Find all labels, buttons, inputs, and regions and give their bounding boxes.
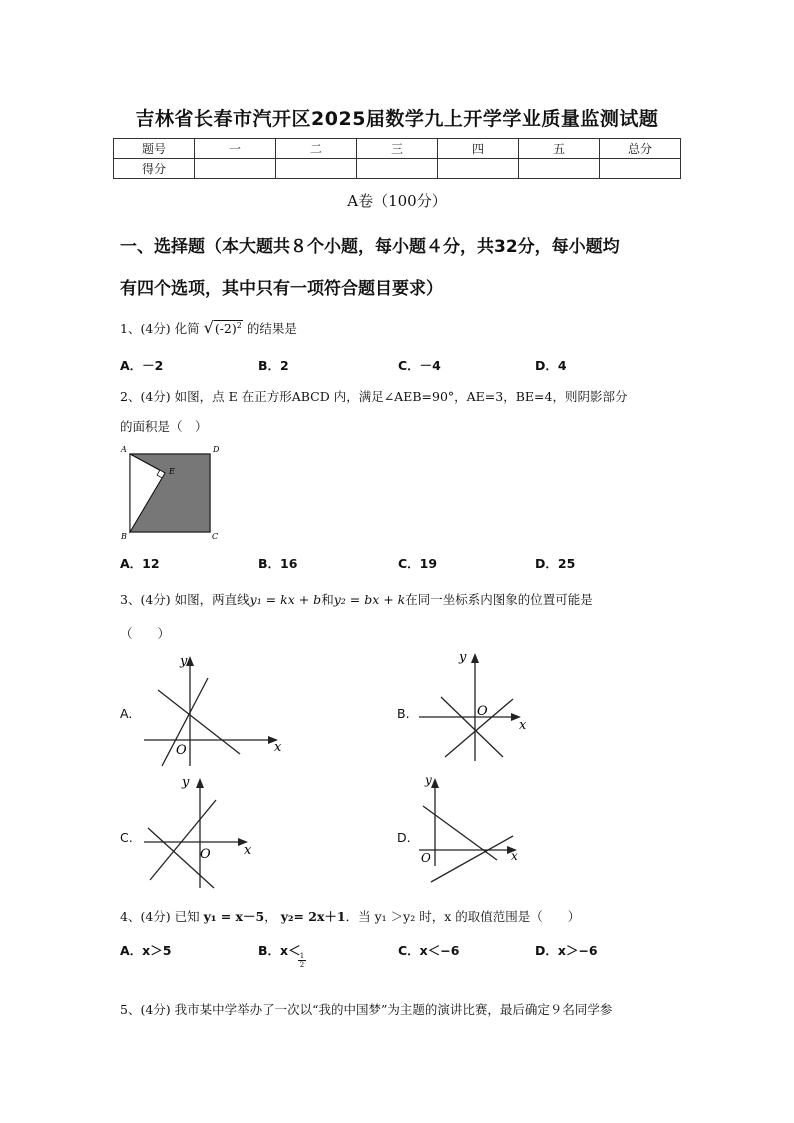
- score-header-cell: 五: [519, 139, 600, 159]
- q3-option-c-label[interactable]: C.: [120, 830, 133, 845]
- q1-radicand: (-2): [214, 321, 237, 336]
- score-cell[interactable]: [357, 159, 438, 179]
- score-header-cell: 题号: [114, 139, 195, 159]
- graph-b-origin: O: [477, 704, 488, 719]
- question-5: 5、(4分) 我市某中学举办了一次以“我的中国梦”为主题的演讲比赛，最后确定９名同学参: [120, 1002, 613, 1017]
- score-cell[interactable]: [519, 159, 600, 179]
- graph-c-y-label: y: [182, 775, 190, 790]
- q3-option-a-label[interactable]: A.: [120, 706, 133, 721]
- fraction-denominator: 2: [299, 961, 305, 969]
- q4-prefix: 4、(4分) 已知: [120, 909, 200, 924]
- graph-d-x-label: x: [511, 849, 518, 863]
- q3-eq1: y₁ = kx + b: [249, 592, 322, 607]
- q2-option-b[interactable]: B．16: [258, 556, 298, 571]
- q4-option-b[interactable]: [258, 941, 301, 959]
- q3-prefix: 3、(4分) 如图，两直线: [120, 592, 250, 607]
- graph-a-y-label: y: [180, 654, 188, 669]
- label-d: D: [213, 445, 220, 454]
- q3-eq2: y₂ = bx + k: [333, 592, 406, 607]
- q4-eq1: y₁ = x－5: [203, 909, 265, 924]
- score-header-cell: 二: [276, 139, 357, 159]
- q1-option-d[interactable]: D．4: [535, 358, 567, 373]
- square-figure: [118, 444, 228, 542]
- score-table-header-row: [114, 139, 681, 159]
- graph-b[interactable]: [415, 645, 533, 767]
- score-cell[interactable]: [276, 159, 357, 179]
- section-heading-line1: 一、选择题（本大题共８个小题，每小题４分，共32分，每小题均: [120, 237, 620, 257]
- question-3-line1: [120, 590, 593, 608]
- q2-option-a[interactable]: A．12: [120, 556, 160, 571]
- label-c: C: [212, 532, 219, 541]
- question-4: [120, 907, 580, 925]
- q4-option-b-text: B．x＜: [258, 943, 301, 958]
- question-3-line2: （ ）: [120, 626, 171, 641]
- q1-option-a[interactable]: A．－2: [120, 358, 164, 373]
- graph-d-y-label: y: [425, 773, 432, 787]
- score-cell[interactable]: [438, 159, 519, 179]
- q1-option-b[interactable]: B．2: [258, 358, 289, 373]
- graph-c-origin: O: [200, 847, 211, 862]
- page-title: 吉林省长春市汽开区2025届数学九上开学学业质量监测试题: [135, 108, 659, 130]
- score-header-cell: 一: [195, 139, 276, 159]
- q4-mid: ．当 y₁ ＞y₂ 时，x 的取值范围是（ ）: [345, 909, 581, 924]
- score-header-cell: 四: [438, 139, 519, 159]
- graph-d[interactable]: [415, 770, 533, 892]
- score-table-score-row: [114, 159, 681, 179]
- q1-radical: [214, 320, 243, 336]
- fraction-numerator: 1: [299, 952, 305, 960]
- q2-option-d[interactable]: D．25: [535, 556, 576, 571]
- q3-suffix: 在同一坐标系内图象的位置可能是: [405, 592, 593, 607]
- q1-prefix: 1、(4分) 化简: [120, 321, 200, 336]
- q4-eq2: y₂= 2x＋1: [280, 909, 346, 924]
- question-2-line2: 的面积是（ ）: [120, 419, 208, 434]
- label-b: B: [121, 532, 127, 541]
- q2-option-c[interactable]: C．19: [398, 556, 438, 571]
- graph-c-x-label: x: [244, 843, 252, 858]
- question-1: 1、(4分) 化简 $√(-2)^2$ 的结果是: [120, 318, 297, 337]
- q4-option-b-fraction: [298, 952, 306, 969]
- q4-sep: ，: [264, 909, 277, 924]
- graph-b-x-label: x: [519, 718, 527, 733]
- score-cell[interactable]: [195, 159, 276, 179]
- q1-option-c[interactable]: C．－4: [398, 358, 441, 373]
- score-header-cell: 三: [357, 139, 438, 159]
- volume-title: A卷（100分）: [347, 192, 447, 210]
- graph-a-origin: O: [176, 743, 187, 758]
- score-cell[interactable]: [600, 159, 681, 179]
- q3-mid: 和: [321, 592, 334, 607]
- q4-option-d[interactable]: D．x＞−6: [535, 943, 598, 958]
- graph-c[interactable]: [142, 770, 262, 892]
- q3-option-b-label[interactable]: B.: [397, 706, 410, 721]
- question-2-line1: 2、(4分) 如图，点 E 在正方形ABCD 内，满足∠AEB=90°，AE=3，BE=4，则阴影部分: [120, 389, 628, 404]
- q4-option-a[interactable]: A．x＞5: [120, 943, 172, 958]
- graph-b-y-label: y: [459, 650, 467, 665]
- q4-option-c[interactable]: C．x＜−6: [398, 943, 460, 958]
- label-a: A: [121, 445, 127, 454]
- score-row-label: 得分: [114, 159, 195, 179]
- graph-a[interactable]: [140, 648, 285, 770]
- label-e: E: [169, 467, 175, 476]
- graph-d-origin: O: [421, 851, 431, 865]
- q1-suffix: 的结果是: [246, 321, 297, 336]
- score-table: [113, 138, 681, 179]
- q3-option-d-label[interactable]: D.: [397, 830, 411, 845]
- section-heading-line2: 有四个选项，其中只有一项符合题目要求）: [120, 279, 443, 299]
- score-header-cell: 总分: [600, 139, 681, 159]
- graph-a-x-label: x: [274, 740, 282, 755]
- q1-exponent: 2: [236, 320, 242, 330]
